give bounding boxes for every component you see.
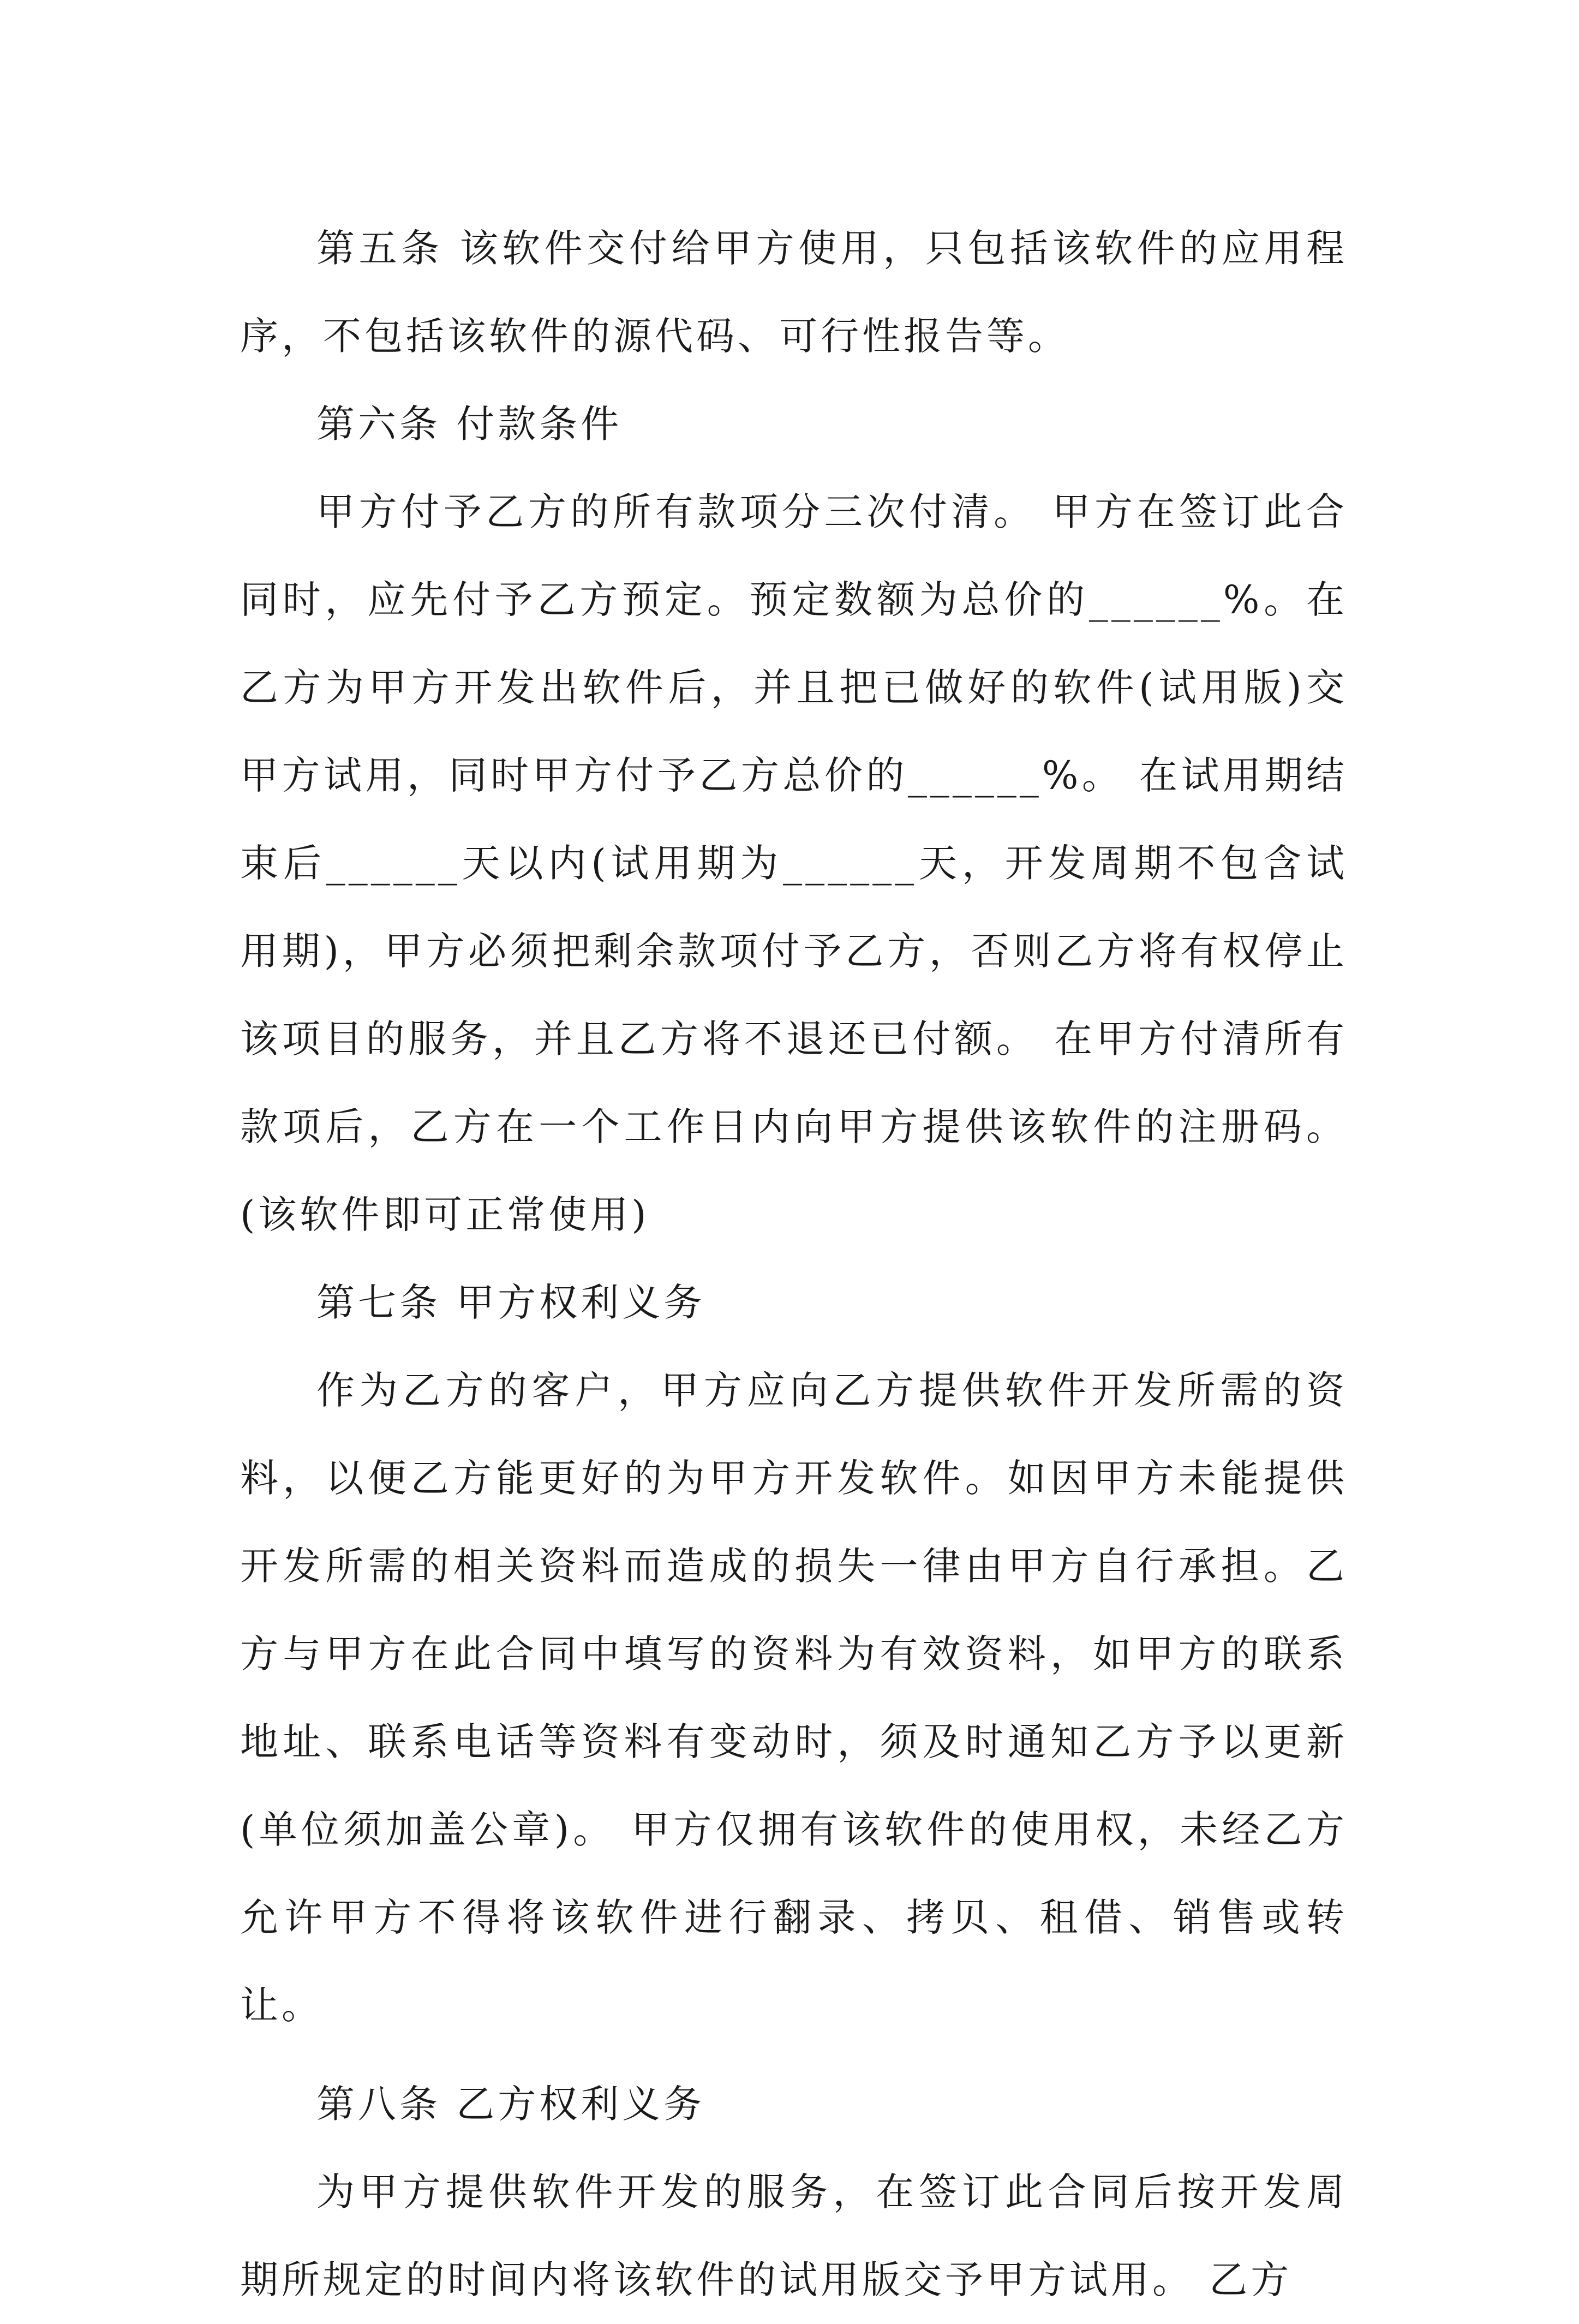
- article-8-paragraph: 为甲方提供软件开发的服务，在签订此合同后按开发周期所规定的时间内将该软件的试用版交予甲方试用。 乙方: [240, 2170, 1348, 2302]
- article-8-heading: 第八条 乙方权利义务: [316, 2082, 705, 2126]
- article-7-paragraph: 作为乙方的客户，甲方应向乙方提供软件开发所需的资料，以便乙方能更好的为甲方开发软件。如因甲方未能提供开发所需的相关资料而造成的损失一律由甲方自行承担。乙方与甲方在此合同中填写的资料为有效资料，如甲方的联系地址、联系电话等资料有变动时，须及时通知乙方予以更新(单位须加盖公章)。 甲方仅拥有该软件的使用权，未经乙方允许甲方不得将该软件进行翻录、拷贝、租借、销售或转让。: [240, 1368, 1348, 2028]
- article-6-paragraph: 甲方付予乙方的所有款项分三次付清。 甲方在签订此合同时，应先付予乙方预定。预定数额为总价的______%。在乙方为甲方开发出软件后，并且把已做好的软件(试用版)交甲方试用，同时甲方付予乙方总价的______%。 在试用期结束后______天以内(试用期为______天，开发周期不包含试用期)，甲方必须把剩余款项付予乙方，否则乙方将有权停止该项目的服务，并且乙方将不退还已付额。 在甲方付清所有款项后，乙方在一个工作日内向甲方提供该软件的注册码。(该软件即可正常使用): [240, 489, 1348, 1237]
- contract-body: [240, 205, 1348, 2324]
- article-5-paragraph: 第五条 该软件交付给甲方使用，只包括该软件的应用程序，不包括该软件的源代码、可行性报告等。: [240, 226, 1348, 359]
- article-7-heading: 第七条 甲方权利义务: [316, 1280, 705, 1325]
- article-6-heading: 第六条 付款条件: [316, 402, 623, 446]
